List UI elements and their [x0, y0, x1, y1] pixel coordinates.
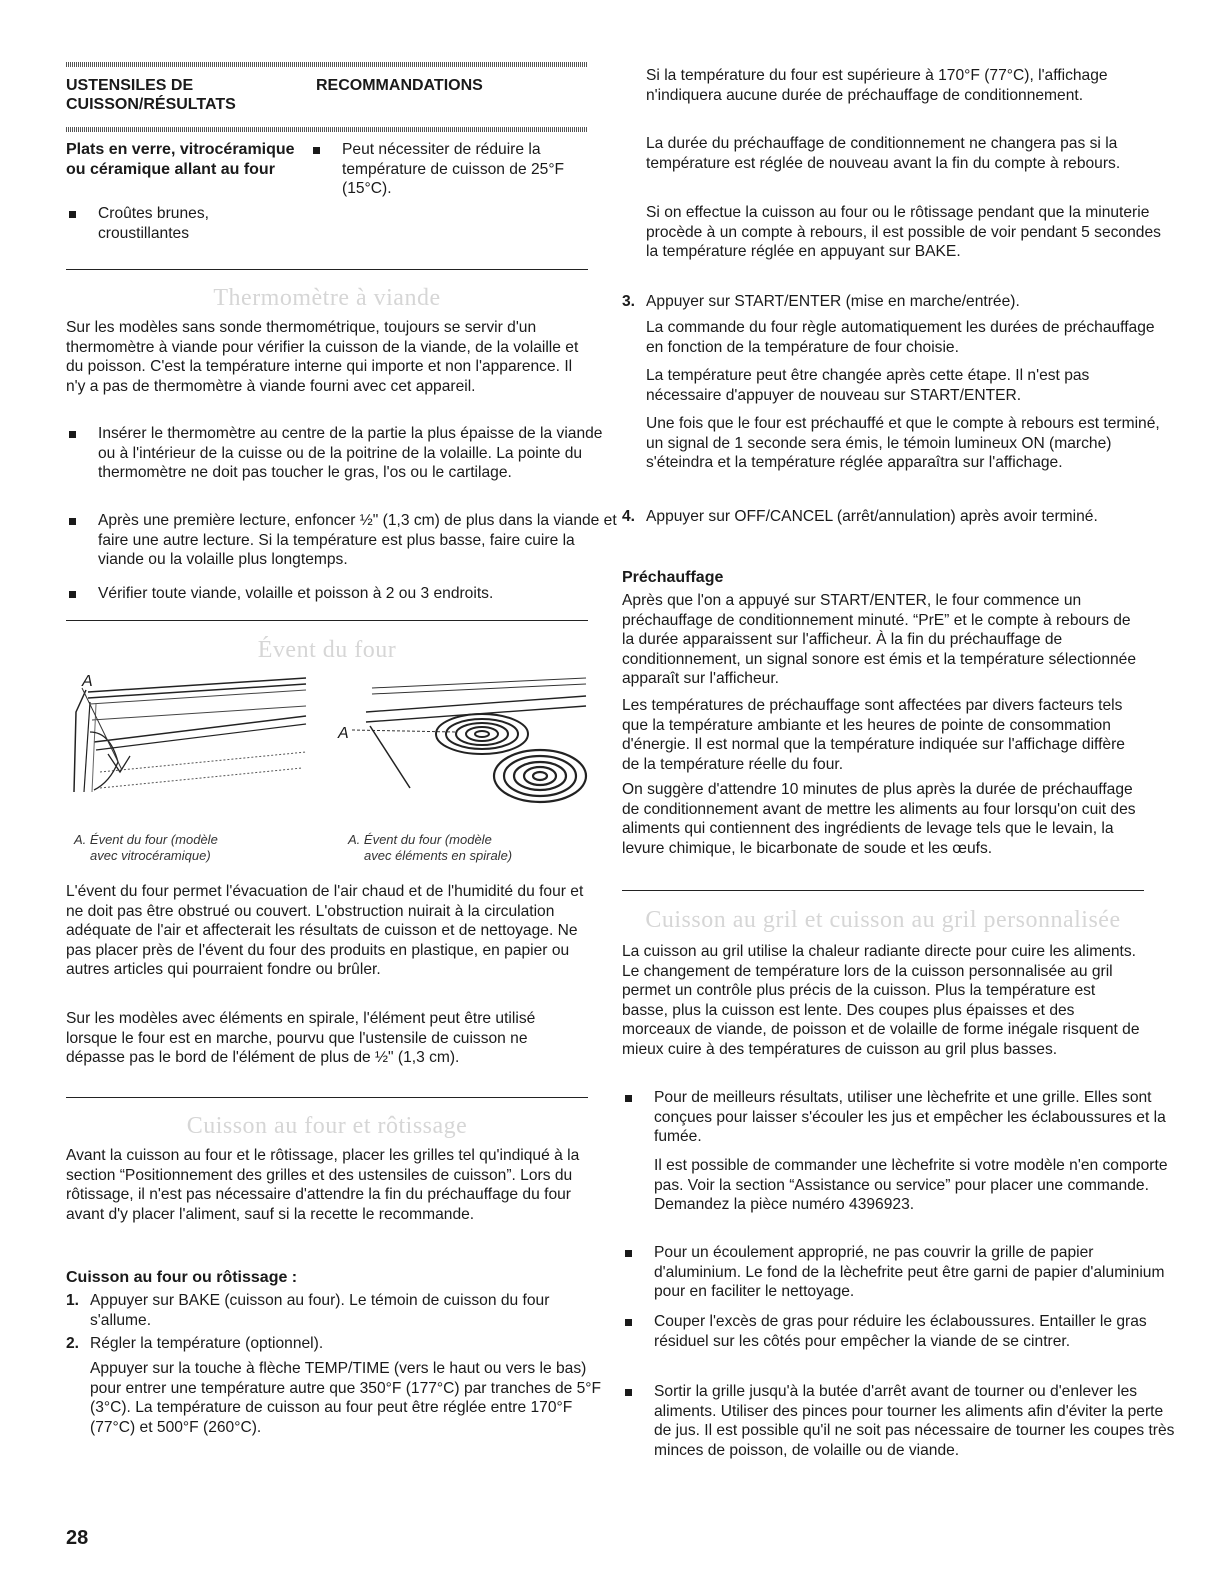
cuisson-step-2: 2. Régler la température (optionnel). [66, 1335, 324, 1352]
cuisson-step-3: 3. Appuyer sur START/ENTER (mise en marche/entrée). [622, 293, 1020, 310]
table-header-cookware: USTENSILES DE CUISSON/RÉSULTATS [66, 77, 236, 113]
gril-bullet-2: Pour un écoulement approprié, ne pas couvrir la grille de papier d'aluminium. Le fond de la lèchefrite peut être garni de papier d'aluminium pour en faciliter le nettoyage. [622, 1243, 1176, 1302]
prechauffage-heading: Préchauffage [622, 569, 724, 586]
vent-caption-ceramic: A. Évent du four (modèle avec vitrocéramique) [74, 832, 218, 863]
thermometre-intro: Sur les modèles sans sonde thermométrique, toujours se servir d'un thermomètre à viande pour vérifier la cuisson de la viande, de la volaille et du poisson. C'est la température interne qui importe et non l'apparence. Il n'y a pas de thermomètre à viande fourni avec cet appareil. [66, 319, 579, 395]
cuisson-note-1: Si la température du four est supérieure à 170°F (77°C), l'affichage n'indiquera aucune durée de préchauffage de conditionnement. [646, 67, 1108, 104]
table-row-recommendation: Peut nécessiter de réduire la température de cuisson de 25°F (15°C). [310, 140, 612, 199]
event-paragraph-1: L'évent du four permet l'évacuation de l'air chaud et de l'humidité du four et ne doit pas être obstrué ou couvert. L'obstruction nuirait à la circulation adéquate de l'air et affecterait les résultats de cuisson et de nettoyage. Ne pas placer près de l'évent du four des produits en plastique, en papier ou autres articles qui pourraient fondre ou brûler. [66, 883, 584, 979]
section-title-cuisson: Cuisson au four et rôtissage [186, 1113, 468, 1139]
thermometre-bullet-3: Vérifier toute viande, volaille et poisson à 2 ou 3 endroits. [66, 584, 620, 604]
section-divider [622, 890, 1144, 891]
gril-intro: La cuisson au gril utilise la chaleur radiante directe pour cuire les aliments. Le changement de température lors de la cuisson personnalisée au gril permet un contrôle plus précis de la cuisson. Plus la température est basse, plus la cuisson est lente. Des coupes plus épaisses et des morceaux de viande, de poisson et de volaille de forme inégale risquent de mieux cuire à des températures de cuisson au gril plus basses. [622, 943, 1140, 1058]
prechauffage-paragraph-1: Après que l'on a appuyé sur START/ENTER, le four commence un préchauffage de conditionnement minuté. “PrE” et le compte à rebours de la durée apparaissent sur l'afficheur. À la fin du préchauffage de conditionnement, un signal sonore est émis et la température sélectionnée apparaît sur l'afficheur. [622, 592, 1137, 688]
table-row-bullet: Croûtes brunes, croustillantes [66, 204, 298, 243]
section-divider [66, 269, 588, 270]
cuisson-note-3: Si on effectue la cuisson au four ou le rôtissage pendant que la minuterie procède à un compte à rebours, il est possible de voir pendant 5 secondes la température réglée en appuyant sur BAKE. [646, 204, 1161, 261]
vent-illustration-coil [336, 672, 588, 822]
coil-element-icon [436, 714, 528, 754]
vent-caption-coil: A. Évent du four (modèle avec éléments en spirale) [348, 832, 513, 863]
section-title-gril: Cuisson au gril et cuisson au gril personnalisée [645, 907, 1121, 933]
coil-element-icon [494, 750, 586, 802]
section-divider [66, 620, 588, 621]
table-header-recommendations: RECOMMANDATIONS [316, 77, 483, 94]
vent-label-a: A [338, 725, 349, 742]
table-header-rule [66, 127, 588, 132]
section-divider [66, 1097, 588, 1098]
thermometre-bullet-2: Après une première lecture, enfoncer ½" (1,3 cm) de plus dans la viande et faire une autre lecture. Si la température est plus basse, faire cuire la viande ou la volaille plus longtemps. [66, 511, 620, 570]
gril-bullet-1-detail: Il est possible de commander une lèchefrite si votre modèle n'en comporte pas. Voir la section “Assistance ou service” pour placer une commande. Demandez la pièce numéro 4396923. [654, 1157, 1168, 1214]
prechauffage-paragraph-2: Les températures de préchauffage sont affectées par divers facteurs tels que la température ambiante et les heures de pointe de consommation d'énergie. Il est normal que la température indiquée sur l'affichage diffère de la température réelle du four. [622, 697, 1125, 773]
section-title-event: Évent du four [257, 637, 397, 663]
cuisson-step-2-detail: Appuyer sur la touche à flèche TEMP/TIME (vers le haut ou vers le bas) pour entrer une température autre que 350°F (177°C) par tranches de 5°F (3°C). La température de cuisson au four peut être réglée entre 170°F (77°C) et 500°F (260°C). [90, 1360, 602, 1436]
event-paragraph-2: Sur les modèles avec éléments en spirale, l'élément peut être utilisé lorsque le four est en marche, pourvu que l'ustensile de cuisson ne dépasse pas le bord de l'élément de plus de ½" (1,3 cm). [66, 1010, 536, 1067]
cuisson-step-3-detail-2: La température peut être changée après cette étape. Il n'est pas nécessaire d'appuyer de nouveau sur START/ENTER. [646, 367, 1090, 404]
cuisson-intro: Avant la cuisson au four et le rôtissage, placer les grilles tel qu'indiqué à la section “Positionnement des grilles et des ustensiles de cuisson”. Lors du rôtissage, il n'est pas nécessaire d'attendre la fin du préchauffage du four avant d'y placer l'aliment, sauf si la recette le recommande. [66, 1147, 580, 1223]
gril-bullet-1: Pour de meilleurs résultats, utiliser une lèchefrite et une grille. Elles sont conçues pour laisser s'écouler les jus et empêcher les éclaboussures et la fumée. [622, 1088, 1176, 1147]
table-top-rule [66, 62, 588, 67]
gril-bullet-4: Sortir la grille jusqu'à la butée d'arrêt avant de tourner ou d'enlever les aliments. Utiliser des pinces pour tourner les aliments afin d'éviter la perte de jus. Il est possible qu'il ne soit pas nécessaire de tourner les coupes très minces de poisson, de volaille ou de viande. [622, 1382, 1176, 1460]
thermometre-bullet-1: Insérer le thermomètre au centre de la partie la plus épaisse de la viande ou à l'intérieur de la cuisse ou de la poitrine de la volaille. La pointe du thermomètre ne doit pas toucher le gras, l'os ou le cartilage. [66, 424, 620, 483]
cuisson-heading: Cuisson au four ou rôtissage : [66, 1269, 298, 1286]
vent-illustration-ceramic [66, 672, 316, 822]
gril-bullet-3: Couper l'excès de gras pour réduire les éclaboussures. Entailler le gras résiduel sur les côtés pour empêcher la viande de se cintrer. [622, 1312, 1176, 1351]
cuisson-step-3-detail-1: La commande du four règle automatiquement les durées de préchauffage en fonction de la température de four choisie. [646, 319, 1155, 356]
page-number: 28 [66, 1527, 89, 1549]
cuisson-step-3-detail-3: Une fois que le four est préchauffé et que le compte à rebours est terminé, un signal de 1 seconde sera émis, le témoin lumineux ON (marche) s'éteindra et la température réglée apparaîtra sur l'affichage. [646, 415, 1160, 472]
vent-label-a: A [82, 673, 93, 690]
cuisson-step-4: 4. Appuyer sur OFF/CANCEL (arrêt/annulation) après avoir terminé. [622, 508, 1098, 525]
cuisson-step-1: 1. Appuyer sur BAKE (cuisson au four). Le témoin de cuisson du four s'allume. [66, 1292, 550, 1329]
section-title-thermometre: Thermomètre à viande [213, 285, 441, 311]
cuisson-note-2: La durée du préchauffage de conditionnement ne changera pas si la température est réglée de nouveau avant la fin du compte à rebours. [646, 135, 1121, 172]
prechauffage-paragraph-3: On suggère d'attendre 10 minutes de plus après la durée de préchauffage de conditionnement avant de mettre les aliments au four lorsqu'on cuit des aliments qui contiennent des ingrédients de levage tels que le levain, la levure chimique, le bicarbonate de soude et les œufs. [622, 781, 1136, 857]
table-row-title: Plats en verre, vitrocéramique ou céramique allant au four [66, 141, 295, 178]
